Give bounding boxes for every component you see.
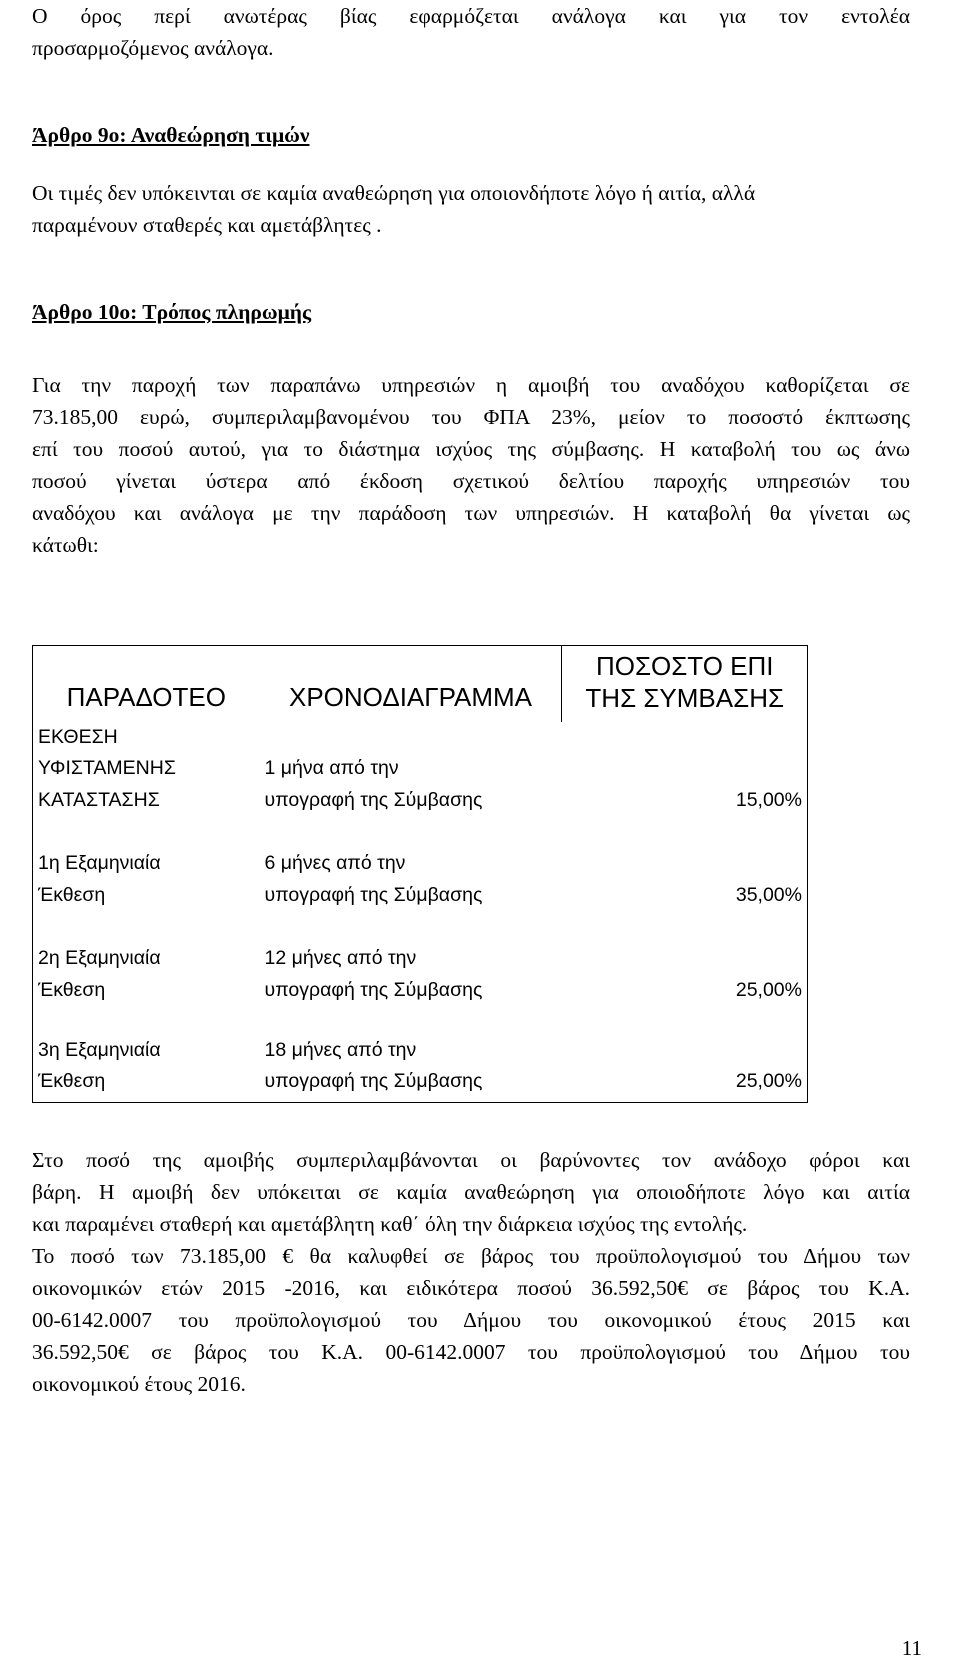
header-percent <box>562 646 808 722</box>
row-3-timeline-line-1: 12 μήνες από την <box>264 947 417 969</box>
header-deliverable-label: ΠΑΡΑΔΟΤΕΟ <box>66 681 226 712</box>
row-3-deliverable-line-2: Έκθεση <box>38 978 106 1001</box>
row-4-deliverable-line-2: Έκθεση <box>38 1070 106 1092</box>
closing-line-1: Στο ποσό της αμοιβής συμπεριλαμβάνονται οι βαρύνοντες τον ανάδοχο φόροι και <box>32 1148 910 1172</box>
row-2-deliverable <box>33 816 260 911</box>
row-2-deliverable-line-1: 1η Εξαμηνιαία <box>38 852 161 874</box>
row-4-deliverable <box>33 1006 260 1102</box>
closing-line-8: οικονομικού έτους 2016. <box>32 1372 246 1396</box>
row-3-percent-value: 25,00% <box>735 978 802 1001</box>
row-2-timeline-line-2: υπογραφή της Σύμβασης <box>264 883 483 906</box>
row-4-timeline <box>260 1006 562 1102</box>
header-percent-line-2: ΤΗΣ ΣΥΜΒΑΣΗΣ <box>585 682 785 713</box>
article-10-paragraph <box>32 369 910 561</box>
row-4-percent <box>562 1006 808 1102</box>
row-4-timeline-line-2: υπογραφή της Σύμβασης <box>264 1070 483 1092</box>
row-4-percent-value: 25,00% <box>735 1070 802 1092</box>
row-1-deliverable <box>33 722 260 817</box>
closing-line-5: οικονομικών ετών 2015 -2016, και ειδικότερα ποσού 36.592,50€ σε βάρος του Κ.Α. <box>32 1276 910 1300</box>
row-1-percent <box>562 722 808 817</box>
table-row <box>33 911 808 1006</box>
row-4-deliverable-line-1: 3η Εξαμηνιαία <box>38 1038 161 1061</box>
row-2-deliverable-line-2: Έκθεση <box>38 883 106 906</box>
article-9-heading: Άρθρο 9ο: Αναθεώρηση τιμών <box>32 123 310 147</box>
row-1-timeline-line-2: υπογραφή της Σύμβασης <box>264 788 483 811</box>
article-9-paragraph <box>32 177 910 241</box>
row-1-percent-value: 15,00% <box>735 788 802 811</box>
row-2-timeline-line-1: 6 μήνες από την <box>264 852 406 874</box>
row-3-timeline <box>260 911 562 1006</box>
header-percent-line-1: ΠΟΣΟΣΤΟ ΕΠΙ <box>595 650 774 681</box>
closing-line-7: 36.592,50€ σε βάρος του Κ.Α. 00-6142.0007 του προϋπολογισμού του Δήμου του <box>32 1340 910 1364</box>
closing-line-2: βάρη. Η αμοιβή δεν υπόκειται σε καμία αναθεώρηση για οποιοδήποτε λόγο και αιτία <box>32 1180 910 1204</box>
closing-line-3: και παραμένει σταθερή και αμετάβλητη καθ΄ όλη την διάρκεια ισχύος της εντολής. <box>32 1212 748 1236</box>
intro-line-2: προσαρμοζόμενος ανάλογα. <box>32 36 274 60</box>
row-4-timeline-line-1: 18 μήνες από την <box>264 1038 417 1061</box>
closing-line-4: Το ποσό των 73.185,00 € θα καλυφθεί σε βάρος του προϋπολογισμού του Δήμου των <box>32 1244 910 1268</box>
row-3-deliverable <box>33 911 260 1006</box>
row-1-deliverable-line-2: ΥΦΙΣΤΑΜΕΝΗΣ <box>38 757 176 779</box>
article-10-line-4: ποσού γίνεται ύστερα από έκδοση σχετικού δελτίου παροχής υπηρεσιών του <box>32 469 910 493</box>
table-row <box>33 722 808 817</box>
row-2-percent <box>562 816 808 911</box>
article-9-line-1: Οι τιμές δεν υπόκεινται σε καμία αναθεώρηση για οποιονδήποτε λόγο ή αιτία, αλλά <box>32 181 756 205</box>
table-row <box>33 1006 808 1102</box>
row-3-deliverable-line-1: 2η Εξαμηνιαία <box>38 947 161 969</box>
article-10-line-6: κάτωθι: <box>32 533 99 557</box>
row-1-deliverable-line-1: ΕΚΘΕΣΗ <box>38 725 118 748</box>
closing-paragraph <box>32 1144 910 1400</box>
row-1-timeline-line-1: 1 μήνα από την <box>264 757 399 779</box>
article-10-line-3: επί του ποσού αυτού, για το διάστημα ισχύος της σύμβασης. Η καταβολή του ως άνω <box>32 437 910 461</box>
table-row <box>33 816 808 911</box>
article-10-line-2: 73.185,00 ευρώ, συμπεριλαμβανομένου του ΦΠΑ 23%, μείον το ποσοστό έκπτωσης <box>32 405 910 429</box>
payment-schedule-table <box>32 645 808 1103</box>
table-header-row <box>33 646 808 722</box>
article-10-line-5: αναδόχου και ανάλογα με την παράδοση των υπηρεσιών. Η καταβολή θα γίνεται ως <box>32 501 910 525</box>
header-timeline-label: ΧΡΟΝΟΔΙΑΓΡΑΜΜΑ <box>288 681 533 712</box>
header-deliverable <box>33 646 260 722</box>
closing-line-6: 00-6142.0007 του προϋπολογισμού του Δήμου του οικονομικού έτους 2015 και <box>32 1308 910 1332</box>
intro-line-1: Ο όρος περί ανωτέρας βίας εφαρμόζεται ανάλογα και για τον εντολέα <box>32 4 910 28</box>
row-3-timeline-line-2: υπογραφή της Σύμβασης <box>264 978 483 1001</box>
row-2-percent-value: 35,00% <box>735 883 802 906</box>
article-10-heading: Άρθρο 10ο: Τρόπος πληρωμής <box>32 300 312 324</box>
intro-paragraph <box>32 0 910 64</box>
article-9-line-2: παραμένουν σταθερές και αμετάβλητες . <box>32 213 382 237</box>
row-1-deliverable-line-3: ΚΑΤΑΣΤΑΣΗΣ <box>38 788 160 811</box>
row-3-percent <box>562 911 808 1006</box>
row-2-timeline <box>260 816 562 911</box>
page-number: 11 <box>901 1636 922 1660</box>
row-1-timeline <box>260 722 562 817</box>
header-timeline <box>260 646 562 722</box>
article-10-line-1: Για την παροχή των παραπάνω υπηρεσιών η αμοιβή του αναδόχου καθορίζεται σε <box>32 373 910 397</box>
